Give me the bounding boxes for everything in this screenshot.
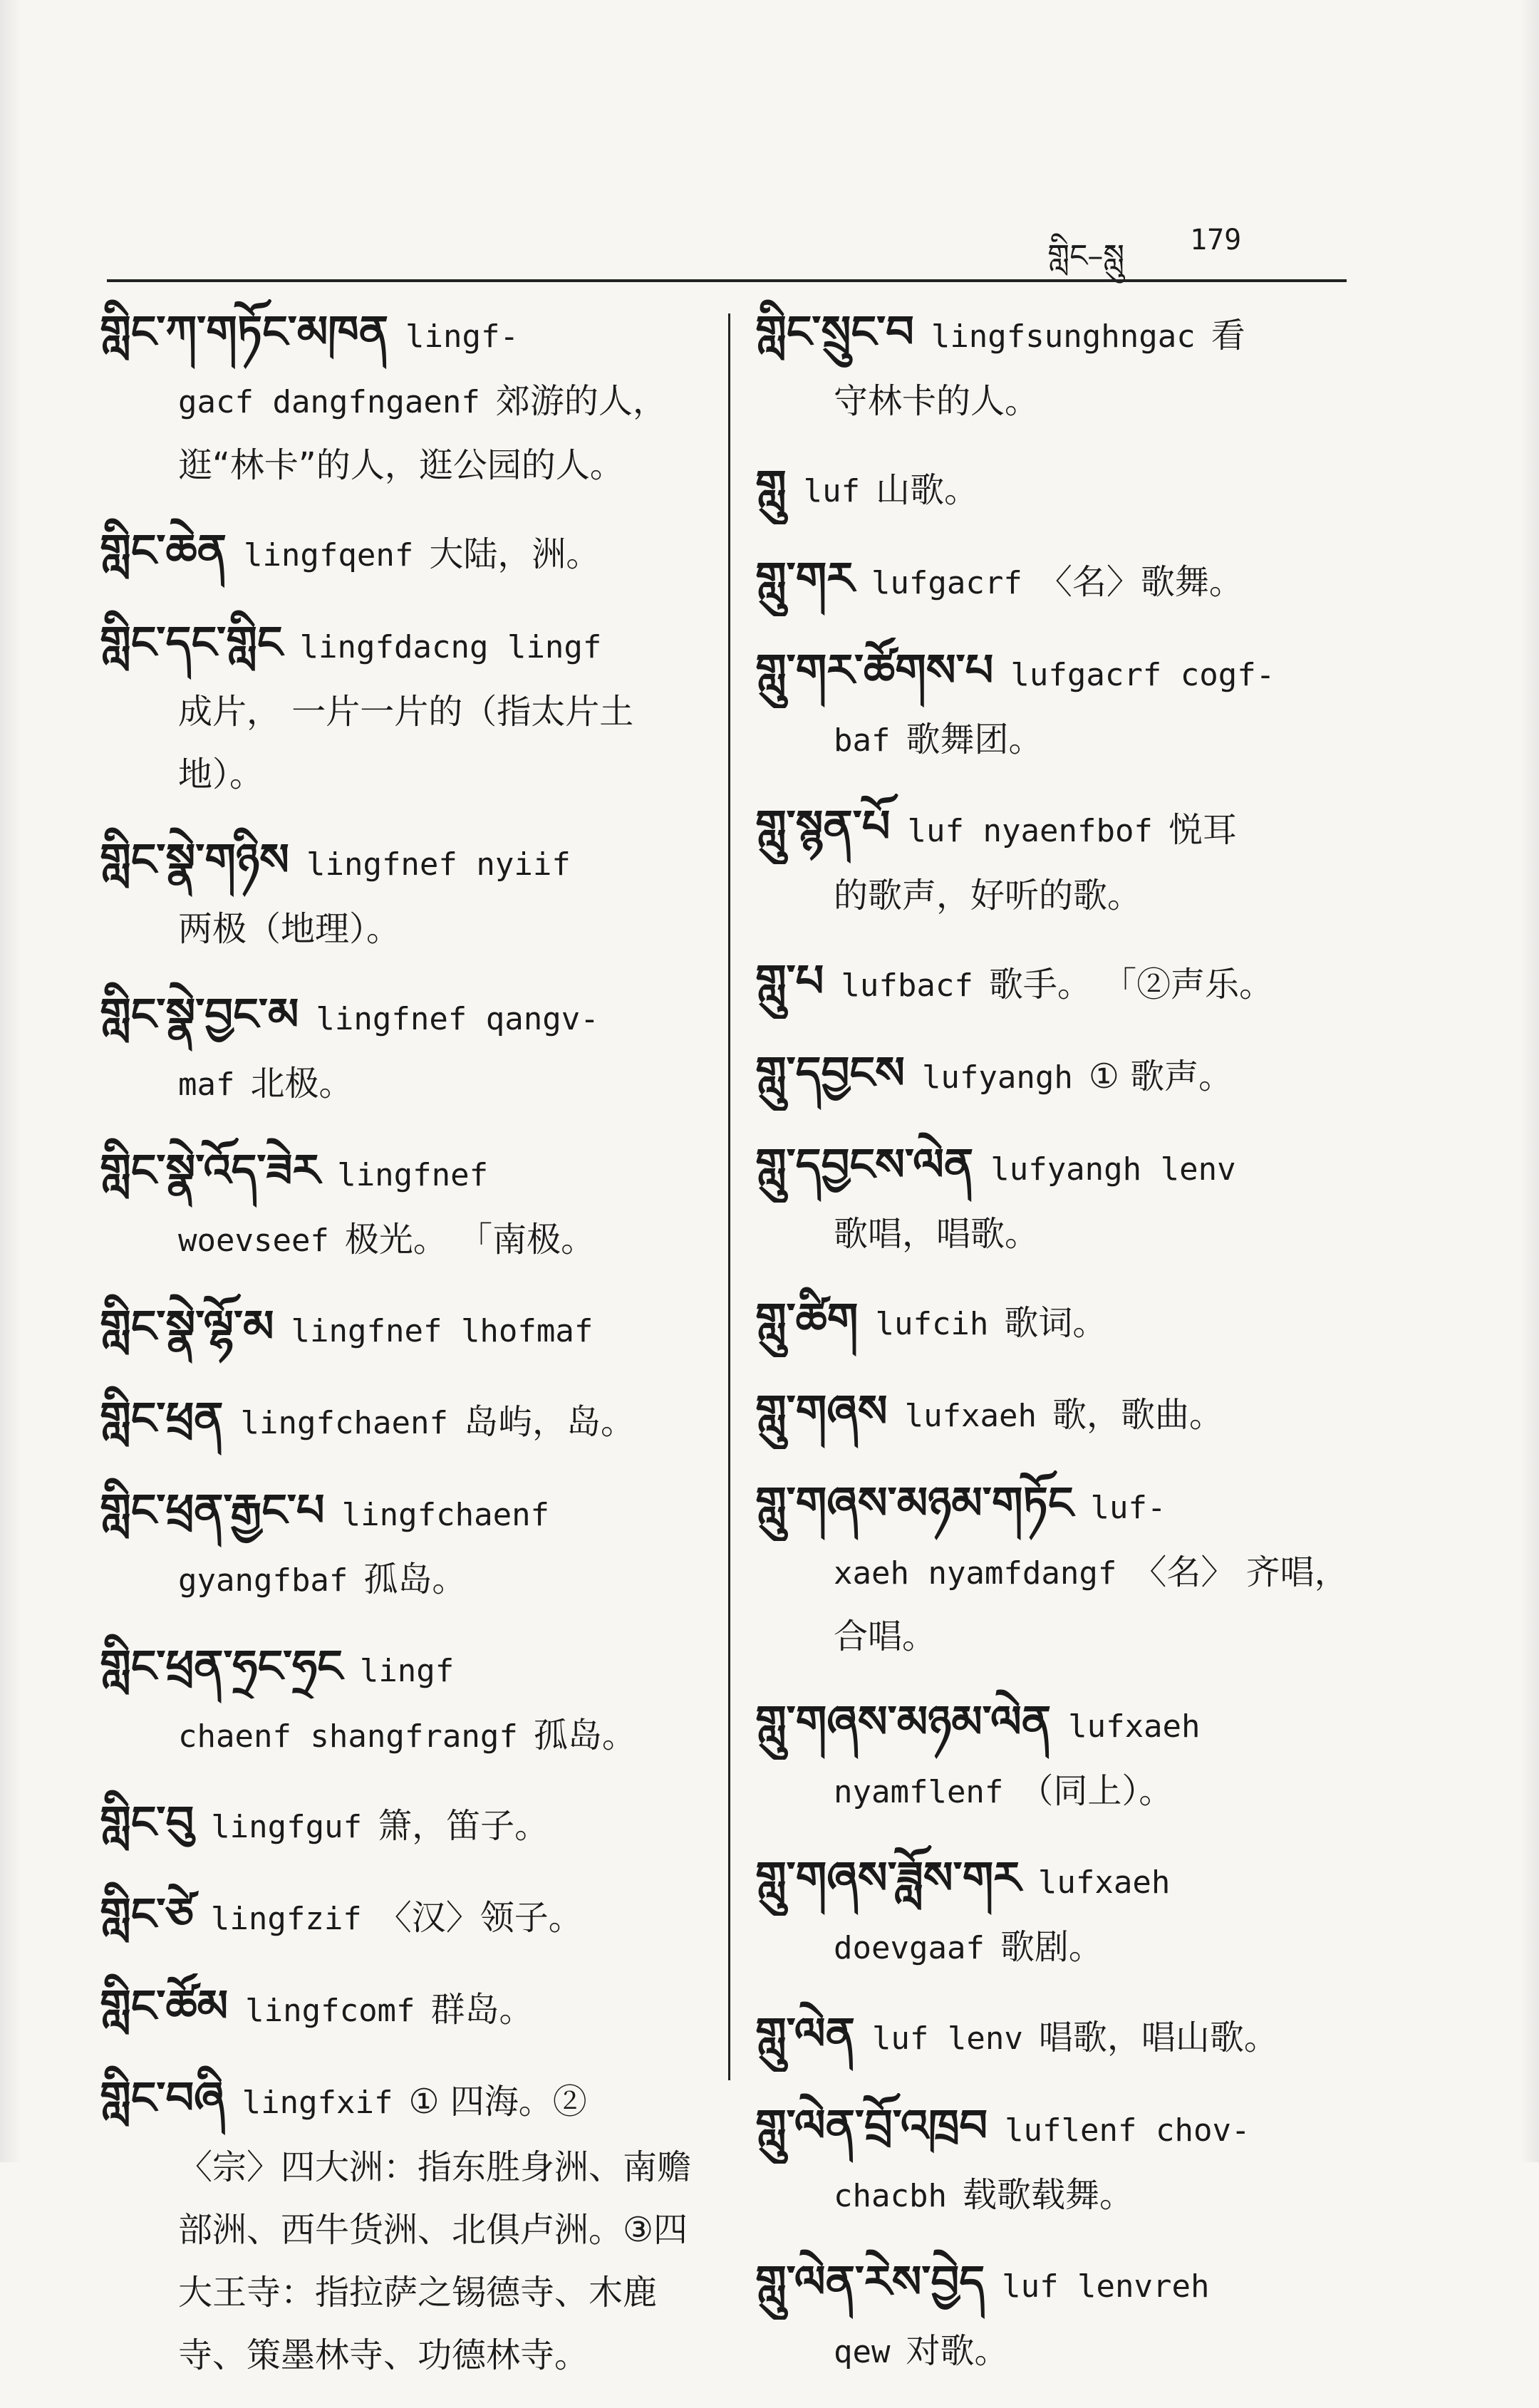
entry-headline: [100, 299, 712, 370]
dictionary-entry: [755, 2001, 1368, 2072]
page-header: [107, 214, 1347, 278]
entry-headline: [755, 2249, 1368, 2320]
entry-continuation: [755, 2164, 1368, 2228]
entry-continuation-gloss: 对歌。: [906, 2331, 1009, 2371]
entry-continuation: [755, 708, 1368, 772]
entry-continuation-gloss: 〈宗〉四大洲：指东胜身洲、南赡部洲、西牛货洲、北俱卢洲。③四大王寺：指拉萨之锡德寺、木鹿寺、策墨林寺、功德林寺。: [178, 2147, 692, 2375]
entry-continuation-gloss: 孤岛。: [533, 1716, 636, 1755]
entry-continuation-romanization: chacbh: [834, 2178, 947, 2214]
entry-romanization: luflenf chov-: [1005, 2112, 1250, 2149]
entry-headline: [100, 1386, 712, 1456]
dictionary-entry: [755, 1379, 1368, 1449]
entry-tibetan: གླིང་ཚོམ: [100, 1980, 229, 2032]
entry-continuation: [100, 370, 712, 497]
entry-continuation-gloss: 守林卡的人。: [834, 381, 1040, 421]
entry-gloss: 看: [1211, 316, 1245, 356]
entry-gloss: 歌，歌曲。: [1052, 1395, 1224, 1435]
column-divider: [728, 313, 730, 2080]
entry-tibetan: གླིང་བུ: [100, 1796, 195, 1848]
entry-tibetan: གླུ་དབྱངས: [755, 1047, 905, 1099]
entry-continuation: [100, 1208, 712, 1272]
entry-tibetan: གླུ་གར་ཚོགས་པ: [755, 644, 994, 696]
entry-romanization: lufgacrf cogf-: [1010, 657, 1275, 693]
entry-continuation-gloss: 两极（地理）。: [178, 909, 401, 949]
entry-headline: [755, 1287, 1368, 1357]
entry-continuation: [100, 1052, 712, 1116]
entry-headline: [100, 1138, 712, 1208]
header-rule: [107, 279, 1347, 282]
entry-continuation-romanization: xaeh nyamfdangf: [834, 1555, 1117, 1592]
entry-continuation: [100, 898, 712, 960]
entry-continuation-romanization: maf: [178, 1067, 235, 1103]
entry-romanization: lingfchaenf: [341, 1497, 550, 1533]
entry-continuation-gloss: （同上）。: [1019, 1771, 1173, 1811]
entry-tibetan: གླུ: [755, 460, 787, 512]
right-column: [755, 299, 1368, 2405]
entry-continuation-gloss: 极光。 「南极。: [344, 1220, 596, 1260]
dictionary-entry: [100, 1790, 712, 1860]
entry-headline: [755, 1845, 1368, 1916]
entry-headline: [755, 794, 1368, 864]
entry-romanization: lufyangh: [921, 1059, 1073, 1096]
entry-headline: [755, 2093, 1368, 2164]
entry-continuation: [755, 864, 1368, 927]
right-margin-edge: [1520, 0, 1539, 2162]
entry-romanization: lingfnef lhofmaf: [291, 1313, 594, 1349]
entry-gloss: 唱歌，唱山歌。: [1038, 2018, 1278, 2057]
entry-gloss: ① 四海。②: [408, 2082, 587, 2122]
entry-tibetan: གླིང་ཕྲན་རྒྱང་པ: [100, 1484, 325, 1536]
entry-tibetan: གླིང་དང་གླིང: [100, 616, 283, 668]
entry-romanization: lufxaeh: [1068, 1708, 1201, 1745]
dictionary-entry: [100, 2065, 712, 2387]
entry-tibetan: གླིང་སྣེ་ལྷོ་མ: [100, 1300, 274, 1352]
entry-gloss: 大陆，洲。: [429, 534, 601, 574]
entry-continuation: [755, 1916, 1368, 1980]
entry-continuation-gloss: 北极。: [250, 1064, 353, 1104]
entry-continuation-romanization: gyangfbaf: [178, 1562, 348, 1599]
entry-continuation: [755, 370, 1368, 432]
entry-headline: [100, 1882, 712, 1952]
entry-gloss: 歌词。: [1004, 1303, 1107, 1343]
dictionary-entry: [755, 1040, 1368, 1111]
entry-gloss: 悦耳: [1168, 810, 1237, 850]
entry-romanization: lingf: [359, 1653, 455, 1689]
entry-continuation-gloss: 歌剧。: [1000, 1927, 1103, 1967]
dictionary-entry: [755, 794, 1368, 927]
dictionary-entry: [100, 982, 712, 1116]
entry-gloss: ① 歌声。: [1088, 1057, 1233, 1096]
entry-romanization: lingfcomf: [245, 1993, 415, 2029]
dictionary-entry: [755, 546, 1368, 616]
entry-headline: [100, 2065, 712, 2136]
dictionary-entry: [755, 1287, 1368, 1357]
entry-gloss: 〈汉〉领子。: [377, 1898, 583, 1938]
dictionary-entry: [755, 1470, 1368, 1668]
entry-headline: [100, 610, 712, 680]
entry-continuation-gloss: 的歌声，好听的歌。: [834, 876, 1142, 915]
entry-romanization: lufcih: [875, 1306, 989, 1342]
entry-headline: [755, 1379, 1368, 1449]
dictionary-entry: [100, 1634, 712, 1768]
entry-headline: [755, 1040, 1368, 1111]
entry-headline: [755, 638, 1368, 708]
entry-continuation-romanization: nyamflenf: [834, 1774, 1004, 1810]
dictionary-entry: [755, 638, 1368, 772]
entry-headline: [100, 827, 712, 898]
entry-romanization: lingfzif: [210, 1901, 362, 1937]
entry-tibetan: གླུ་གཞས་ཟློས་གར: [755, 1852, 1021, 1904]
entry-tibetan: གླིང་སྲུང་བ: [755, 306, 914, 358]
entry-romanization: lufxaeh: [1037, 1864, 1171, 1901]
entry-romanization: lingfnef: [337, 1157, 489, 1193]
entry-romanization: luf lenv: [871, 2020, 1023, 2057]
dictionary-entry: [100, 299, 712, 497]
dictionary-entry: [100, 1973, 712, 2044]
entry-gloss: 歌手。 「②声乐。: [988, 965, 1274, 1005]
dictionary-entry: [755, 1845, 1368, 1980]
entry-tibetan: གླུ་དབྱངས་ལེན: [755, 1138, 974, 1190]
entry-romanization: lufbacf: [841, 967, 973, 1004]
entry-tibetan: གླུ་ལེན་བྲོ་འཁྲབ: [755, 2100, 988, 2152]
entry-tibetan: གླུ་ལེན་རེས་བྱེད: [755, 2256, 985, 2308]
dictionary-entry: [755, 1689, 1368, 1824]
entry-gloss: 岛屿，岛。: [463, 1402, 635, 1442]
entry-romanization: luf: [803, 473, 861, 509]
entry-romanization: lingfnef qangv-: [316, 1001, 599, 1037]
entry-tibetan: གླུ་པ: [755, 955, 824, 1007]
entry-headline: [755, 454, 1368, 524]
entry-continuation: [755, 1760, 1368, 1824]
entry-tibetan: གླིང་ཕྲན་ཧྲང་ཧྲང: [100, 1640, 343, 1692]
entry-headline: [755, 1470, 1368, 1541]
dictionary-entry: [100, 1138, 712, 1272]
entry-headline: [755, 1689, 1368, 1760]
entry-continuation-romanization: baf: [834, 722, 891, 759]
dictionary-entry: [755, 2249, 1368, 2384]
entry-continuation-gloss: 歌唱，唱歌。: [834, 1214, 1040, 1254]
entry-gloss: 〈名〉歌舞。: [1037, 562, 1243, 602]
entry-continuation-romanization: qew: [834, 2334, 891, 2370]
entry-romanization: luf nyaenfbof: [907, 813, 1153, 849]
entry-tibetan: གླུ་གར: [755, 552, 854, 604]
entry-continuation: [100, 1548, 712, 1612]
entry-headline: [100, 1973, 712, 2044]
entry-continuation: [755, 2320, 1368, 2384]
entry-tibetan: གླུ་གཞས་མཉམ་གཏོང: [755, 1477, 1074, 1529]
dictionary-entry: [100, 1386, 712, 1456]
entry-headline: [100, 518, 712, 588]
entry-gloss: 群岛。: [430, 1990, 534, 2030]
entry-continuation-romanization: chaenf shangfrangf: [178, 1718, 518, 1755]
entry-continuation: [755, 1203, 1368, 1265]
page-number: 179: [1190, 224, 1242, 256]
entry-headline: [755, 546, 1368, 616]
entry-continuation: [100, 680, 712, 806]
entry-headline: [755, 299, 1368, 370]
entry-romanization: lufyangh lenv: [990, 1151, 1236, 1188]
entry-tibetan: གླིང་ཙེ: [100, 1888, 194, 1940]
entry-continuation-romanization: doevgaaf: [834, 1930, 985, 1966]
entry-romanization: lingfguf: [211, 1809, 363, 1845]
entry-tibetan: གླིང་ཀ་གཏོང་མཁན: [100, 306, 389, 358]
entry-headline: [100, 1790, 712, 1860]
entry-romanization: lingfnef nyiif: [306, 846, 571, 883]
entry-tibetan: གླུ་གཞས: [755, 1385, 888, 1437]
entry-headline: [100, 1634, 712, 1704]
entry-headline: [755, 1132, 1368, 1203]
entry-romanization: luf lenvreh: [1002, 2268, 1210, 2305]
dictionary-entry: [755, 2093, 1368, 2228]
dictionary-entry: [755, 1132, 1368, 1265]
entry-tibetan: གླུ་སྙན་པོ: [755, 800, 891, 852]
entry-tibetan: གླིང་སྣེ་བྱང་མ: [100, 988, 299, 1040]
entry-romanization: lingfchaenf: [240, 1405, 448, 1441]
entry-continuation-gloss: 歌舞团。: [906, 720, 1043, 759]
dictionary-entry: [755, 948, 1368, 1019]
left-column: [100, 299, 712, 2408]
entry-romanization: luf-: [1090, 1490, 1166, 1526]
entry-gloss: 箫，笛子。: [378, 1806, 549, 1846]
entry-tibetan: གླིང་ཆེན: [100, 524, 227, 576]
dictionary-entry: [100, 610, 712, 806]
left-margin-edge: [0, 0, 21, 2162]
entry-continuation-gloss: 〈名〉 齐唱，合唱。: [834, 1552, 1349, 1656]
entry-continuation-gloss: 孤岛。: [363, 1560, 467, 1599]
entry-continuation-romanization: gacf dangfngaenf: [178, 384, 480, 420]
entry-continuation: [755, 1541, 1368, 1668]
entry-continuation: [100, 2136, 712, 2387]
dictionary-entry: [100, 518, 712, 588]
entry-romanization: lingfqenf: [243, 537, 414, 574]
entry-continuation-gloss: 郊游的人，逛“林卡”的人，逛公园的人。: [178, 381, 667, 485]
entry-romanization: lingfdacng lingf: [299, 629, 602, 665]
entry-romanization: lingf-: [405, 318, 519, 355]
entry-continuation-gloss: 成片， 一片一片的（指太片土地）。: [178, 692, 634, 794]
entry-romanization: lingfsunghngac: [931, 318, 1196, 355]
entry-continuation: [100, 1704, 712, 1768]
header-guide-word: གླིང–སླུ: [1047, 238, 1125, 274]
entry-romanization: lufgacrf: [871, 565, 1022, 601]
dictionary-entry: [100, 827, 712, 960]
entry-headline: [100, 1478, 712, 1548]
entry-tibetan: གླུ་ཚིག: [755, 1293, 859, 1345]
entry-headline: [755, 2001, 1368, 2072]
entry-romanization: lingfxif: [242, 2085, 393, 2121]
entry-headline: [755, 948, 1368, 1019]
entry-tibetan: གླུ་གཞས་མཉམ་ལེན: [755, 1696, 1052, 1748]
dictionary-entry: [755, 454, 1368, 524]
entry-headline: [100, 1294, 712, 1364]
entry-tibetan: གླིང་ཕྲན: [100, 1392, 224, 1444]
entry-romanization: lufxaeh: [904, 1398, 1037, 1434]
dictionary-entry: [100, 1294, 712, 1364]
entry-headline: [100, 982, 712, 1052]
entry-gloss: 山歌。: [876, 470, 979, 510]
dictionary-entry: [100, 1478, 712, 1612]
entry-tibetan: གླུ་ལེན: [755, 2008, 855, 2060]
entry-continuation-gloss: 载歌载舞。: [962, 2175, 1134, 2215]
dictionary-entry: [755, 299, 1368, 432]
dictionary-entry: [100, 1882, 712, 1952]
entry-tibetan: གླིང་སྣེ་འོད་ཟེར: [100, 1144, 321, 1196]
entry-tibetan: གླིང་བཞི: [100, 2072, 225, 2124]
entry-continuation-romanization: woevseef: [178, 1223, 329, 1259]
entry-tibetan: གླིང་སྣེ་གཉིས: [100, 834, 289, 886]
